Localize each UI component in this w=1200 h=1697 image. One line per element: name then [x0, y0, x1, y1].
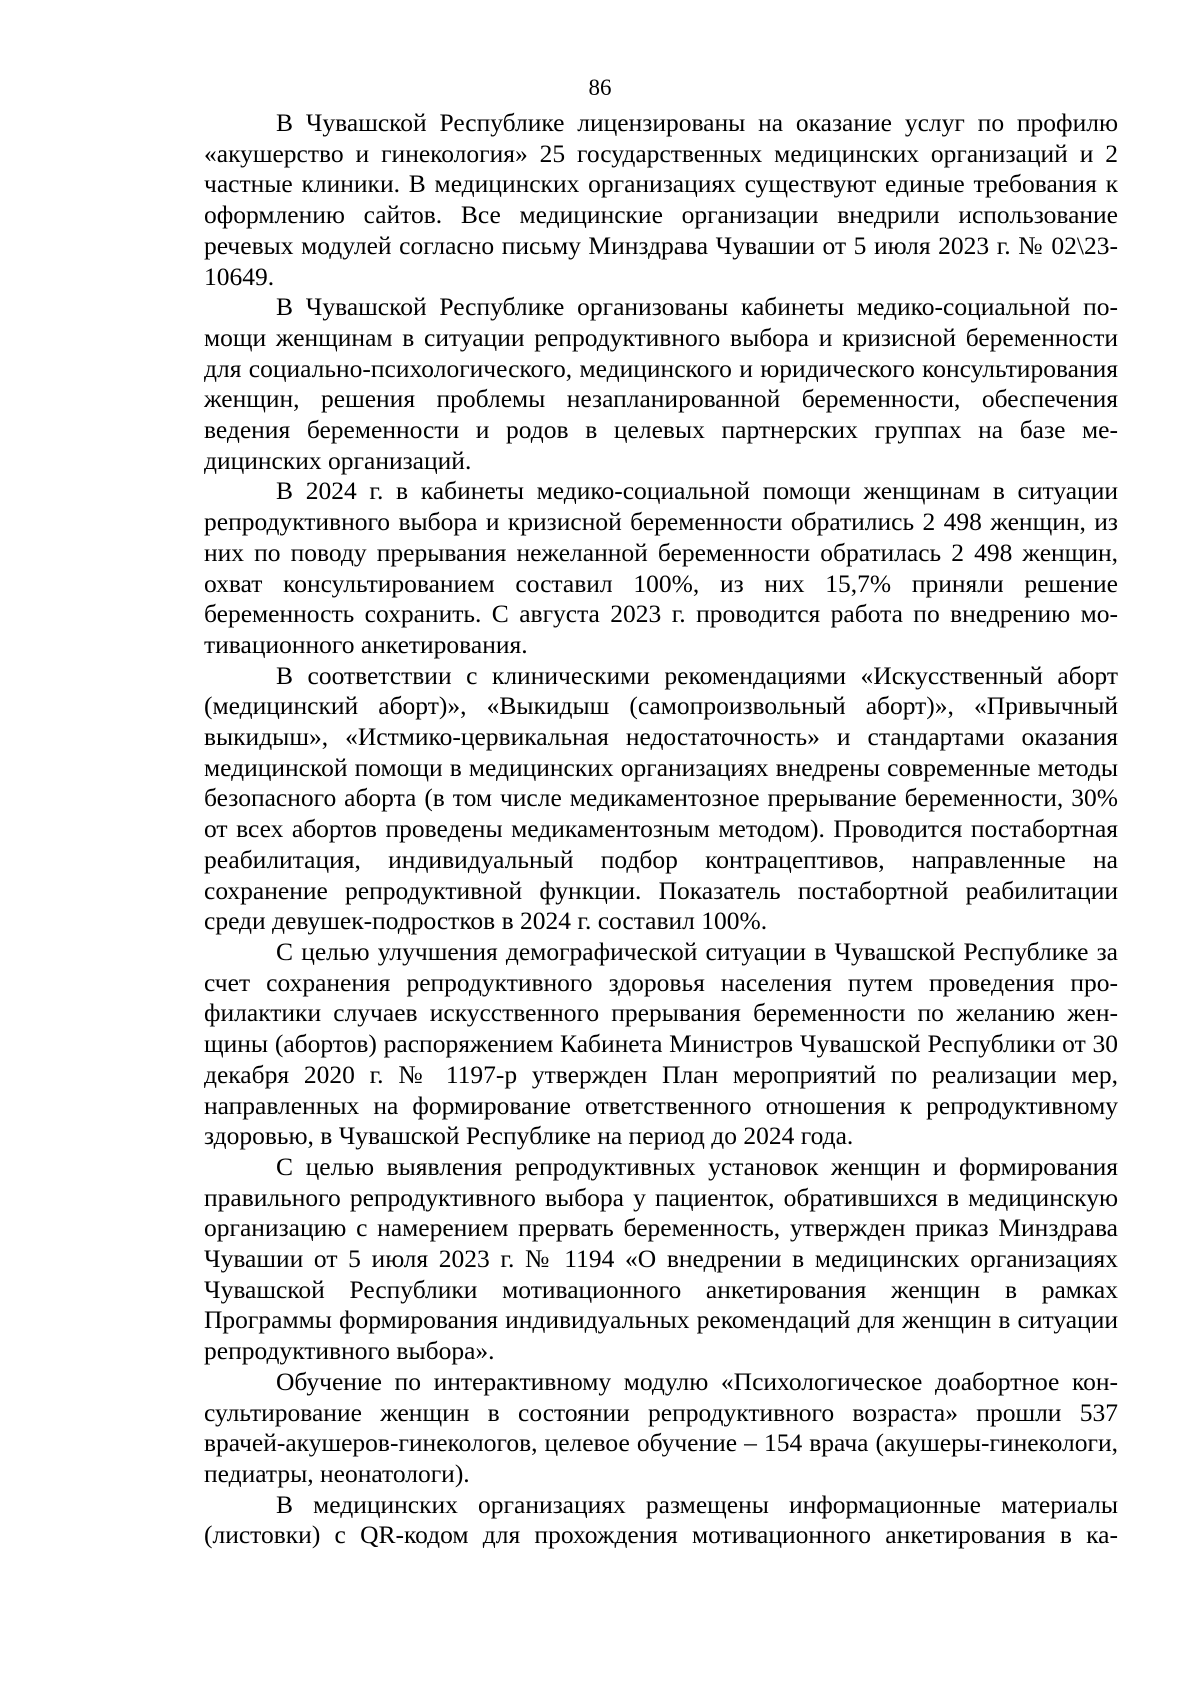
paragraph-clinical-guidelines: В соответствии с клиническими рекомендациями «Искусственный аборт (медицинский аборт)», «Выкидыш (самопроизвольный аборт)», «Привычный выкидыш», «Истмико-цервикальная недостаточность» и стандартами оказания медицинской помощи в медицинских организациях внедрены современные методы безопасного аборта (в том числе медикаментозное прерывание беременности, 30% от всех абортов проведены медикаментозным методом). Проводится постабортная реабилитация, индивидуальный подбор контрацептивов, направленные на сохранение репродуктивной функции. Показатель постабортной реабилитации среди девушек-подростков в 2024 г. составил 100%.	[204, 660, 1118, 936]
paragraph-order-1194: С целью выявления репродуктивных установок женщин и формирования правильного репродуктивного выбора у пациенток, обратившихся в медицинскую организацию с намерением прервать беременность, утвержден приказ Минздрава Чувашии от 5 июля 2023 г. № 1194 «О внедрении в медицинских организациях Чувашской Республики мотивационного анкетирования женщин в рамках Программы формирования индивидуальных рекомендаций для женщин в ситуации репродуктивного выбора».	[204, 1151, 1118, 1366]
paragraph-2024-statistics: В 2024 г. в кабинеты медико-социальной помощи женщинам в ситуации репродуктивного выбора и кризисной беременности обратились 2 498 женщин, из них по поводу прерывания нежеланной беременности обратилась 2 498 женщин, охват консультированием составил 100%, из них 15,7% приняли решение беременность сохранить. С августа 2023 г. проводится работа по внедрению мотивационного анкетирования.	[204, 476, 1118, 659]
document-body	[204, 108, 1118, 1551]
paragraph-training: Обучение по интерактивному модулю «Психологическое доабортное консультирование женщин в состоянии репродуктивного возраста» прошли 537 врачей-акушеров-гинекологов, целевое обучение – 154 врача (акушеры-гинекологи, педиатры, неонатологи).	[204, 1366, 1118, 1488]
page-number: 86	[588, 75, 612, 100]
paragraph-counseling-offices: В Чувашской Республике организованы кабинеты медико-социальной помощи женщинам в ситуации репродуктивного выбора и кризисной беременности для социально-психологического, медицинского и юридического консультирования женщин, решения проблемы незапланированной беременности, обеспечения ведения беременности и родов в целевых партнерских группах на базе медицинских организаций.	[204, 292, 1118, 475]
paragraph-information-materials: В медицинских организациях размещены информационные материалы (листовки) с QR-кодом для прохождения мотивационного анкетирования в ка-	[204, 1489, 1118, 1550]
paragraph-demographic-plan: С целью улучшения демографической ситуации в Чувашской Республике за счет сохранения репродуктивного здоровья населения путем проведения профилактики случаев искусственного прерывания беременности по желанию женщины (абортов) распоряжением Кабинета Министров Чувашской Республики от 30 декабря 2020 г. № 1197-р утвержден План мероприятий по реализации мер, направленных на формирование ответственного отношения к репродуктивному здоровью, в Чувашской Республике на период до 2024 года.	[204, 936, 1118, 1151]
paragraph-licensing: В Чувашской Республике лицензированы на оказание услуг по профилю «акушерство и гинекология» 25 государственных медицинских организаций и 2 частные клиники. В медицинских организациях существуют единые требования к оформлению сайтов. Все медицинские организации внедрили использование речевых модулей согласно письму Минздрава Чувашии от 5 июля 2023 г. № 02\23-10649.	[204, 108, 1118, 291]
